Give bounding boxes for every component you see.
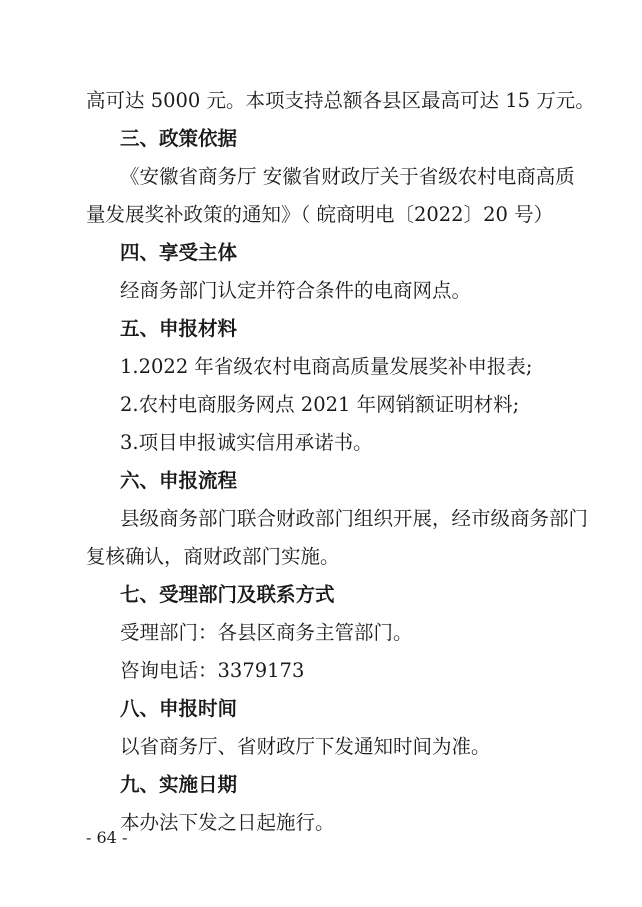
paragraph-line: 《安徽省商务厅 安徽省财政厅关于省级农村电商高质 <box>120 165 575 188</box>
paragraph-line: 受理部门：各县区商务主管部门。 <box>120 621 413 644</box>
paragraph-line: 本办法下发之日起施行。 <box>120 811 335 834</box>
section-heading-6: 六、申报流程 <box>120 469 238 492</box>
section-heading-5: 五、申报材料 <box>120 317 238 340</box>
paragraph-line: 1.2022 年省级农村电商高质量发展奖补申报表; <box>120 355 533 378</box>
paragraph-line: 以省商务厅、省财政厅下发通知时间为准。 <box>120 735 491 758</box>
section-heading-7: 七、受理部门及联系方式 <box>120 583 335 606</box>
paragraph-line: 3.项目申报诚实信用承诺书。 <box>120 431 373 454</box>
page-number: - 64 - <box>86 828 128 847</box>
section-heading-8: 八、申报时间 <box>120 697 238 720</box>
paragraph-line: 咨询电话：3379173 <box>120 659 305 682</box>
section-heading-9: 九、实施日期 <box>120 773 238 796</box>
paragraph-line: 高可达 5000 元。本项支持总额各县区最高可达 15 万元。 <box>86 89 595 112</box>
paragraph-line: 2.农村电商服务网点 2021 年网销额证明材料; <box>120 393 520 416</box>
paragraph-line: 复核确认，商财政部门实施。 <box>86 545 340 568</box>
paragraph-line: 量发展奖补政策的通知》（ 皖商明电〔2022〕20 号） <box>86 203 554 226</box>
paragraph-line: 经商务部门认定并符合条件的电商网点。 <box>120 279 472 302</box>
paragraph-line: 县级商务部门联合财政部门组织开展，经市级商务部门 <box>120 507 589 530</box>
section-heading-3: 三、政策依据 <box>120 127 238 150</box>
section-heading-4: 四、享受主体 <box>120 241 238 264</box>
